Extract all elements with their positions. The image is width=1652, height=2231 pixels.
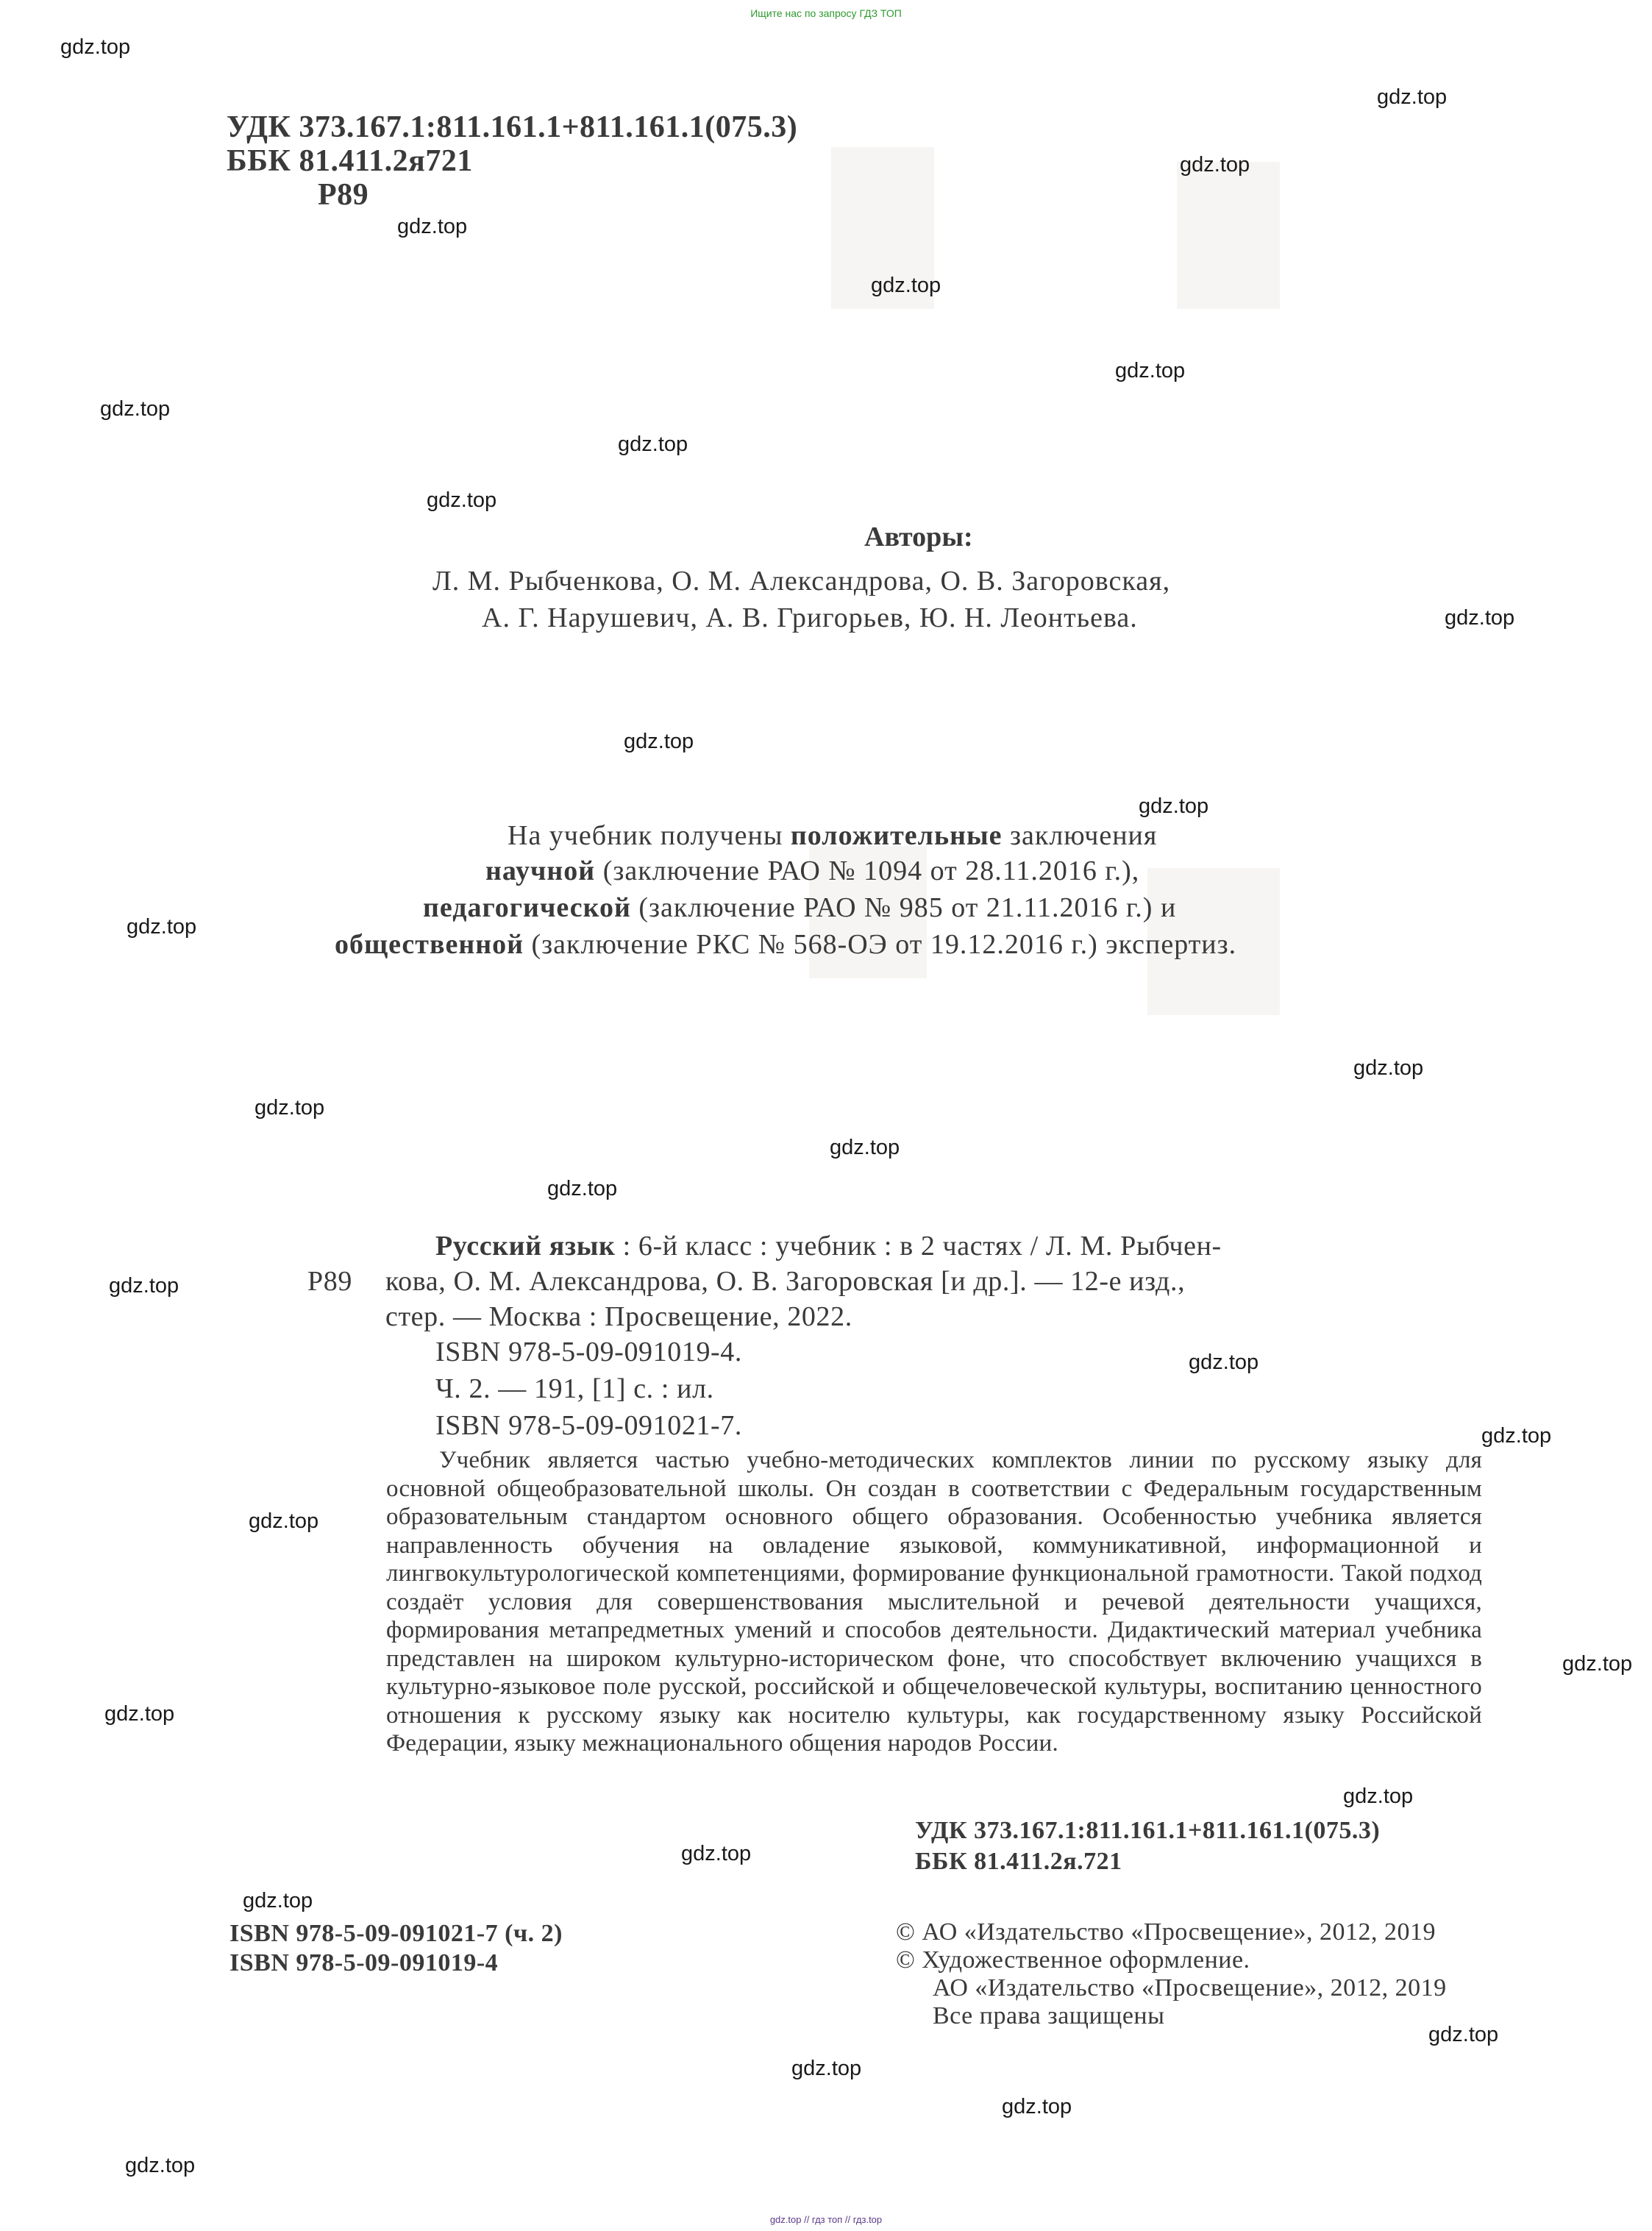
watermark: gdz.top — [1481, 1424, 1552, 1448]
abstract-paragraph: Учебник является частью учебно-методических комплектов линии по русскому языку для основной общеобразовательной школы. Он создан в соответствии с Федеральным государственным образовательным стандартом основного общего образования. Особенностью учебника является направленность обучения на овладение языковой, коммуникативной, информационной и лингвокультурологической компетенциями, формирование функциональной грамотности. Такой подход создаёт условия для совершенствования мыслительной и речевой деятельности учащихся, формирования метапредметных умений и способов деятельности. Дидактический материал учебника представлен на широком культурно-историческом фоне, что способствует включению учащихся в культурно-языковое поле русской, российской и общечеловеческой культуры, воспитанию ценностного отношения к русскому языку как носителю культуры, как государственному языку Российской Федерации, языку межнационального общения народов России. — [386, 1447, 1482, 1757]
review-bold: положительные — [790, 820, 1003, 851]
review-text: (заключение РКС № 568-ОЭ от 19.12.2016 г.) экспертиз. — [524, 929, 1237, 960]
watermark: gdz.top — [1002, 2095, 1072, 2118]
biblio-code: Р89 — [307, 1266, 352, 1297]
watermark: gdz.top — [791, 2057, 862, 2080]
watermark: gdz.top — [109, 1274, 179, 1298]
review-bold: педагогической — [423, 892, 631, 923]
review-text: (заключение РАО № 985 от 21.11.2016 г.) и — [630, 892, 1177, 923]
watermark: gdz.top — [1562, 1652, 1633, 1676]
copyright-line-3: АО «Издательство «Просвещение», 2012, 2019 — [933, 1974, 1447, 2002]
biblio-line-2: кова, О. М. Александрова, О. В. Загоровская [и др.]. — 12-е изд., — [385, 1266, 1186, 1297]
watermark: gdz.top — [871, 274, 941, 297]
watermark: gdz.top — [254, 1096, 325, 1120]
watermark: gdz.top — [624, 730, 694, 753]
watermark: gdz.top — [1445, 606, 1515, 630]
header-udk: УДК 373.167.1:811.161.1+811.161.1(075.3) — [227, 110, 798, 144]
watermark: gdz.top — [397, 215, 468, 238]
isbn-line-2: ISBN 978-5-09-091019-4 — [229, 1949, 499, 1976]
copyright-line-2: © Художественное оформление. — [896, 1946, 1250, 1974]
authors-line-2: А. Г. Нарушевич, А. В. Григорьев, Ю. Н. Леонтьева. — [482, 602, 1138, 633]
classification-bbk: ББК 81.411.2я.721 — [915, 1848, 1122, 1875]
copyright-line-1: © АО «Издательство «Просвещение», 2012, 2019 — [896, 1918, 1436, 1946]
review-line-3 — [423, 892, 1176, 924]
isbn-line-1: ISBN 978-5-09-091021-7 (ч. 2) — [229, 1920, 563, 1947]
biblio-line-4: ISBN 978-5-09-091019-4. — [435, 1337, 742, 1367]
ghost-shape — [1177, 162, 1280, 309]
watermark: gdz.top — [830, 1136, 900, 1159]
review-bold: научной — [485, 855, 596, 886]
classification-udk: УДК 373.167.1:811.161.1+811.161.1(075.3) — [915, 1817, 1381, 1844]
watermark: gdz.top — [681, 1842, 752, 1865]
top-banner[interactable]: Ищите нас по запросу ГДЗ ТОП — [750, 7, 902, 19]
review-bold: общественной — [335, 929, 524, 960]
biblio-line-5: Ч. 2. — 191, [1] с. : ил. — [435, 1373, 714, 1404]
review-text: (заключение РАО № 1094 от 28.11.2016 г.), — [595, 855, 1140, 886]
watermark: gdz.top — [1139, 794, 1209, 818]
watermark: gdz.top — [547, 1177, 618, 1200]
authors-line-1: Л. М. Рыбченкова, О. М. Александрова, О. В. Загоровская, — [432, 566, 1171, 597]
review-line-2 — [485, 855, 1139, 887]
header-code: Р89 — [318, 178, 369, 212]
watermark: gdz.top — [1189, 1351, 1259, 1374]
watermark: gdz.top — [427, 488, 497, 512]
bottom-banner[interactable]: gdz.top // гдз топ // гдз.top — [769, 2214, 883, 2225]
watermark: gdz.top — [100, 397, 171, 421]
watermark: gdz.top — [243, 1889, 313, 1912]
watermark: gdz.top — [104, 1702, 175, 1726]
watermark: gdz.top — [1343, 1785, 1414, 1808]
biblio-line-6: ISBN 978-5-09-091021-7. — [435, 1410, 742, 1441]
watermark: gdz.top — [60, 35, 131, 59]
watermark: gdz.top — [1353, 1056, 1424, 1080]
review-line-1 — [508, 819, 1157, 852]
authors-heading: Авторы: — [864, 522, 973, 552]
watermark: gdz.top — [618, 433, 688, 456]
watermark: gdz.top — [1377, 85, 1448, 109]
review-text: заключения — [1002, 820, 1158, 851]
watermark: gdz.top — [127, 915, 197, 939]
copyright-line-4: Все права защищены — [933, 2002, 1165, 2029]
watermark: gdz.top — [1180, 153, 1250, 177]
watermark: gdz.top — [249, 1509, 319, 1533]
biblio-title: Русский язык — [435, 1231, 616, 1262]
watermark: gdz.top — [1428, 2023, 1499, 2046]
header-bbk: ББК 81.411.2я721 — [227, 144, 473, 178]
biblio-text: : 6-й класс : учебник : в 2 частях / Л. М. Рыбчен- — [615, 1231, 1222, 1262]
review-line-4 — [335, 928, 1236, 961]
biblio-line-3: стер. — Москва : Просвещение, 2022. — [385, 1301, 852, 1332]
review-text: На учебник получены — [508, 820, 791, 851]
biblio-line-1 — [435, 1230, 1222, 1262]
watermark: gdz.top — [1115, 359, 1186, 382]
watermark: gdz.top — [125, 2154, 196, 2177]
